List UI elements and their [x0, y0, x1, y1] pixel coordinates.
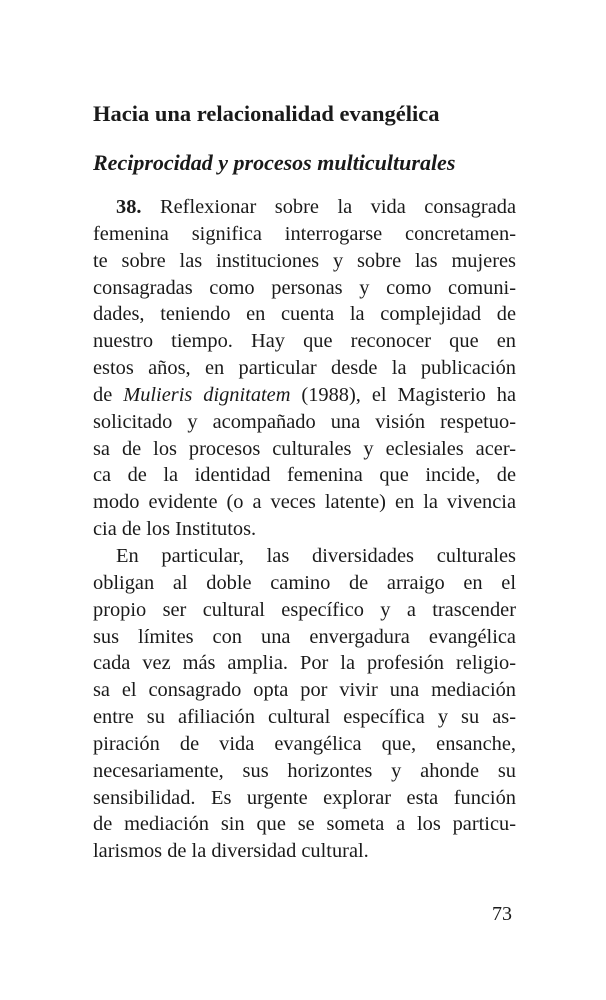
paragraph-2-line: larismos de la diversidad cultural. — [93, 840, 369, 863]
paragraph-2-line: sus límites con una envergadura evangélica — [93, 625, 516, 648]
paragraph-2-line: En particular, las diversidades culturales — [116, 544, 516, 567]
page-content — [93, 96, 516, 865]
body-text — [93, 194, 516, 865]
paragraph-2-line: sensibilidad. Es urgente explorar esta función — [93, 786, 516, 809]
paragraph-1-line: de Mulieris dignitatem (1988), el Magisterio ha — [93, 383, 517, 406]
section-heading: Hacia una relacionalidad evangélica — [93, 101, 440, 126]
paragraph-1-line: ca de la identidad femenina que incide, de — [93, 464, 516, 487]
paragraph-1-line: te sobre las instituciones y sobre las mujeres — [93, 249, 516, 272]
paragraph-1-line: solicitado y acompañado una visión respetuo- — [93, 410, 516, 433]
paragraph-2-line: cada vez más amplia. Por la profesión religio- — [93, 652, 516, 675]
section-subheading: Reciprocidad y procesos multiculturales — [93, 150, 456, 175]
paragraph-number: 38. — [116, 196, 142, 218]
paragraph-2-line: propio ser cultural específico y a trascender — [93, 598, 516, 621]
paragraph-1-line: femenina significa interrogarse concretamen- — [93, 222, 516, 245]
document-title-italic: Mulieris dignitatem — [123, 383, 291, 406]
paragraph-2-line: necesariamente, sus horizontes y ahonde su — [93, 759, 516, 782]
paragraph-1-line: 38. Reflexionar sobre la vida consagrada — [116, 196, 516, 218]
paragraph-2-line: piración de vida evangélica que, ensanche, — [93, 732, 516, 755]
paragraph-1-line: modo evidente (o a veces latente) en la vivencia — [93, 491, 516, 514]
page-number: 73 — [492, 903, 512, 925]
paragraph-2-line: sa el consagrado opta por vivir una mediación — [93, 679, 516, 702]
paragraph-1-line: sa de los procesos culturales y eclesiales acer- — [93, 437, 516, 460]
paragraph-1-line: cia de los Institutos. — [93, 518, 257, 541]
paragraph-1-line: estos años, en particular desde la publicación — [93, 357, 516, 380]
paragraph-1-line: consagradas como personas y como comuni- — [93, 276, 516, 299]
paragraph-2-line: obligan al doble camino de arraigo en el — [93, 571, 516, 594]
paragraph-1-line: dades, teniendo en cuenta la complejidad de — [93, 303, 516, 326]
paragraph-2-line: de mediación sin que se someta a los particu- — [93, 813, 516, 836]
paragraph-1-line: nuestro tiempo. Hay que reconocer que en — [93, 330, 516, 353]
paragraph-2-line: entre su afiliación cultural específica y su as- — [93, 706, 516, 729]
